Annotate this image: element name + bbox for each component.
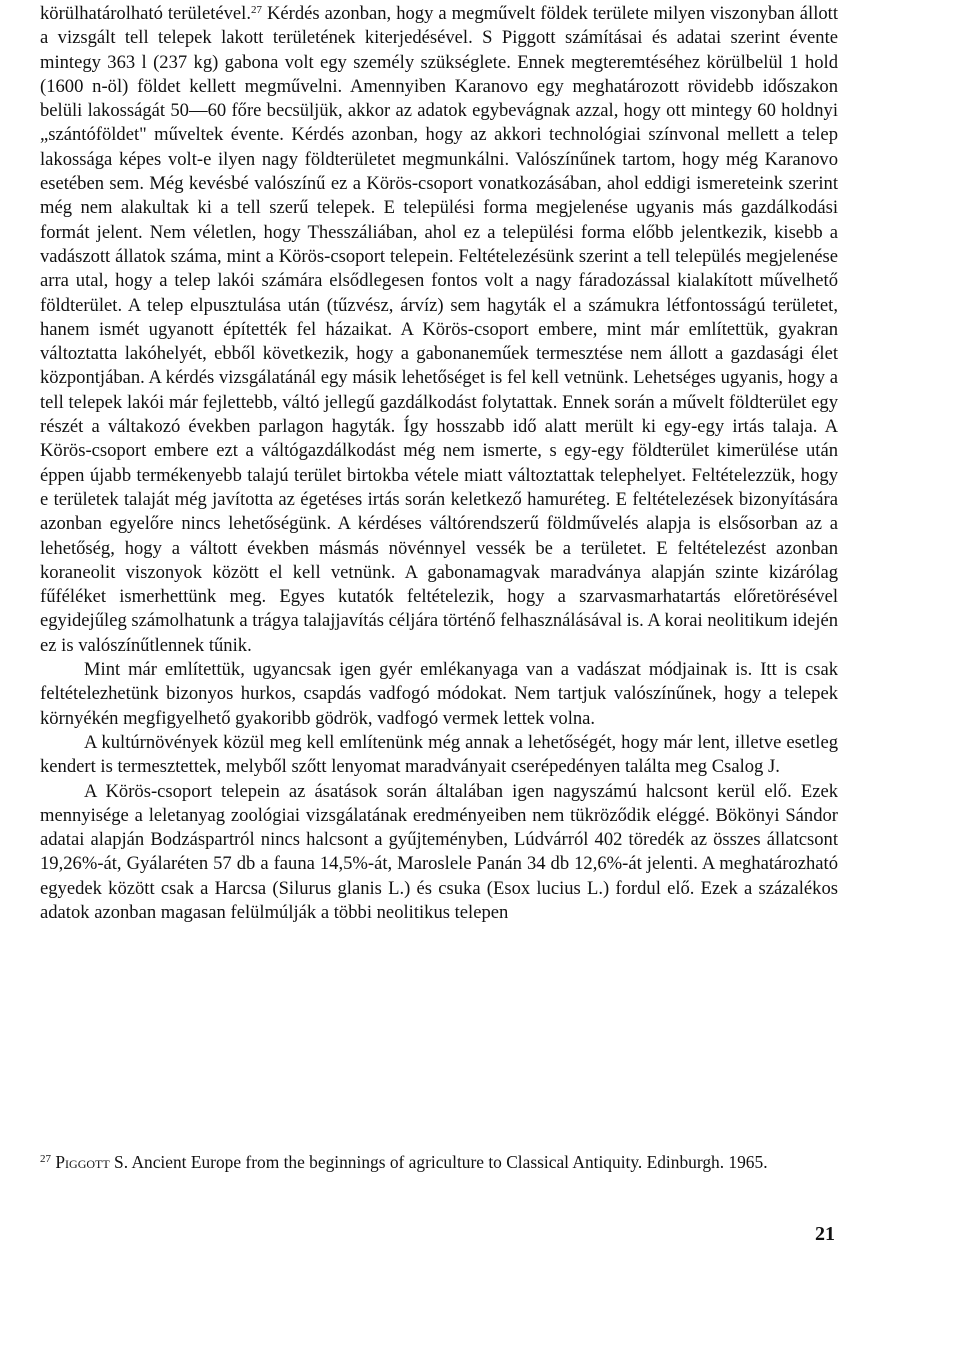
footnote-author: Piggott S. bbox=[55, 1152, 129, 1172]
body-text bbox=[40, 2, 838, 925]
paragraph-text: körülhatárolható területével. bbox=[40, 3, 251, 24]
paragraph-text: Mint már említettük, ugyancsak igen gyér emlékanyaga van a vadászat módjainak is. Itt is csak feltételezhetünk bizonyos hurkos, csapdás vadfogó módokat. Nem tartjuk valószínűnek, hogy a telepek környékén megfigyelhető gyakoribb gödrök, vadfogó vermek lettek volna. bbox=[40, 659, 838, 729]
footnote bbox=[40, 1151, 838, 1174]
footnote-number: 27 bbox=[40, 1153, 51, 1165]
paragraph-text: Kérdés azonban, hogy a megművelt földek területe milyen viszonyban állott a vizsgált tell telepek lakott területének kiterjedésével. S Piggott számításai és adatai szerint évente mintegy 363 l (237 kg) gabona volt egy személy szükséglete. Ennek megteremtéséhez körülbelül 1 hold (1600 n-öl) földet kellett megművelni. Amennyiben Karanovo egy meghatározott rövidebb időszakon belüli lakosságát 50—60 főre becsüljük, akkor az adatok egybevágnak azzal, hogy ott mintegy 60 holdnyi „szántóföldet" műveltek évente. Kérdés azonban, hogy az akkori technológiai színvonal mellett a telep lakossága képes volt-e ilyen nagy földterületet megmunkálni. Valószínűnek tartom, hogy még Karanovo esetében sem. Még kevésbé valószínű ez a Körös-csoport vonatkozásában, ahol eddigi ismereteink szerint még nem alakultak ki a tell szerű telepek. E települési forma megjelenése ugyanis más gazdálkodási formát jelent. Nem véletlen, hogy Thesszáliában, ahol ez a települési forma előbb jelentkezik, kisebb a vadászott állatok száma, mint a Körös-csoport telepein. Feltételezésünk szerint a tell település megjelenése arra utal, hogy a telep lakói számára elsődlegesen fontos volt a nagy fáradozással kialakított művelhető földterület. A telep elpusztulása után (tűzvész, árvíz) sem hagyták el a számukra létfontosságú területet, hanem ismét ugyanott építették fel házaikat. A Körös-csoport embere, mint már említettük, gyakran változtatta lakóhelyét, ebből következik, hogy a gabonaneműek termesztése nem állott a gazdasági élet központjában. A kérdés vizsgálatánál egy másik lehetőséget is fel kell vetnünk. Lehetséges ugyanis, hogy a tell telepek lakói már fejlettebb, váltó jellegű gazdálkodást folytattak. Ennek során a művelt földterület egy részét a váltakozó években parlagon hagyták. Így hosszabb idő alatt merült ki egy-egy irtás talaja. A Körös-csoport embere ezt a váltógazdálkodást még nem ismerte, s egy-egy földterület kimerülése után éppen újabb termékenyebb talajú terület birtokba vétele miatt változtattak telephelyet. Feltételezzük, hogy e területek talaját még javította az égetéses irtás során keletkező hamuréteg. E feltételezések bizonyítására azonban egyelőre nincs lehetőségünk. A kérdéses váltórendszerű földművelés alapja is elsősorban az a lehetőség, hogy a váltott években másmás növénnyel vessék be a területet. E feltételezést azonban koraneolit viszonyok között el kell vetnünk. A gabonamagvak maradványa alapján szinte kizárólag fűféléket ismerhettünk meg. Egyes kutatók feltételezik, hogy a szarvasmarhatartás előretörésével egyidejűleg számolhatunk a trágya talajjavítás céljára történő felhasználásával is. A korai neolitikum idején ez is valószínűtlennek tűnik. bbox=[40, 3, 838, 656]
paragraph-text: A Körös-csoport telepein az ásatások során általában igen nagyszámú halcsont kerül elő. Ezek mennyisége a leletanyag zoológiai vizsgálatának eredményeiben nem tükröződik eléggé. Bökönyi Sándor adatai alapján Bodzáspartról nincs halcsont a gyűjteményben, Lúdvárról 402 töredék az összes állatcsont 19,26%-át, Gyálaréten 57 db a fauna 14,5%-át, Maroslele Panán 34 db 12,6%-át jelenti. A meghatározható egyedek között csak a Harcsa (Silurus glanis L.) és csuka (Esox lucius L.) fordul elő. Ezek a százalékos adatok azonban magasan felülmúlják a többi neolitikus telepen bbox=[40, 780, 838, 923]
page-number: 21 bbox=[815, 1223, 835, 1245]
paragraph-text: A kultúrnövények közül meg kell említenünk még annak a lehetőségét, hogy már lent, illetve esetleg kendert is termesztettek, melyből szőtt lenyomat maradványait cserépedényen találta meg Csalog J. bbox=[40, 731, 838, 778]
paragraph bbox=[40, 2, 838, 658]
footnote-text: Ancient Europe from the beginnings of agriculture to Classical Antiquity. Edinburgh. 1965. bbox=[128, 1152, 768, 1172]
paragraph bbox=[40, 658, 838, 731]
paragraph bbox=[40, 731, 838, 780]
footnote-reference[interactable]: 27 bbox=[250, 4, 262, 16]
paragraph bbox=[40, 780, 838, 926]
